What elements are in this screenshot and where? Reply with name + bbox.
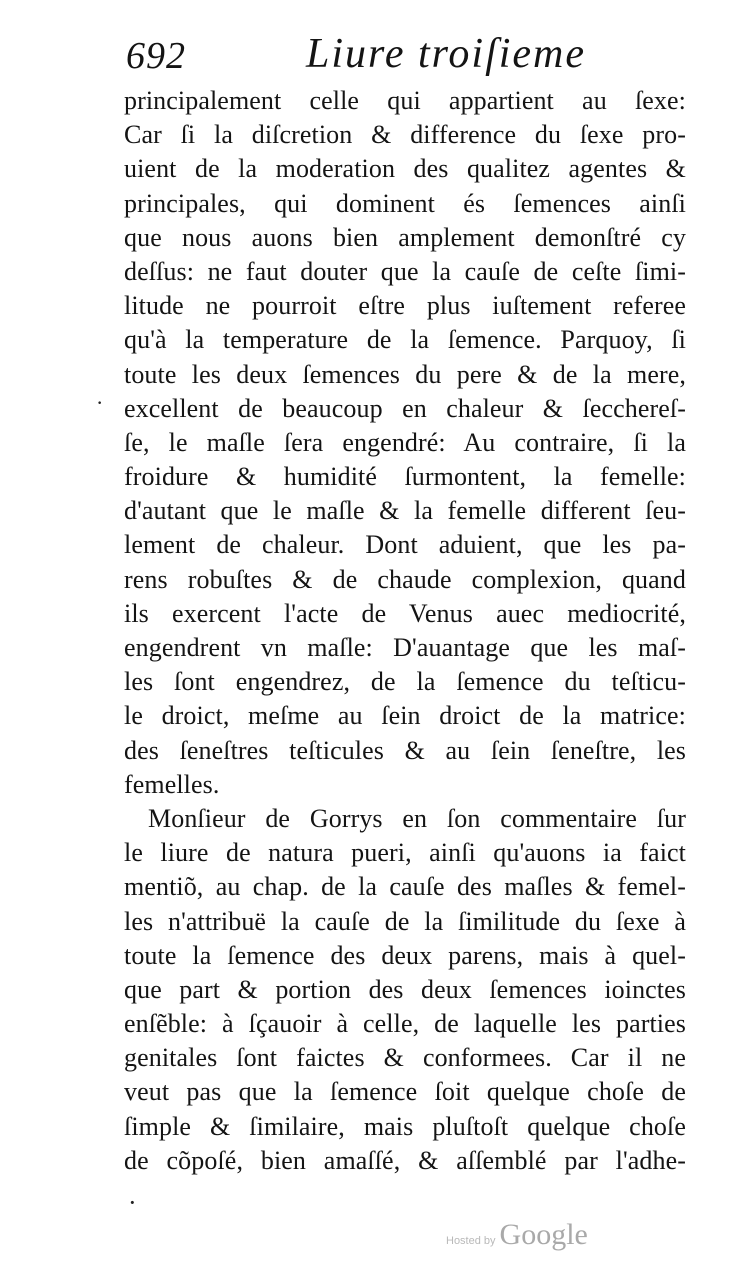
text-line: genitales ſont faictes & conformees. Car il ne bbox=[124, 1043, 686, 1073]
text-line: d'autant que le maſle & la femelle different ſeu- bbox=[124, 496, 686, 526]
text-line: des ſeneſtres teſticules & au ſein ſeneſtre, les bbox=[124, 735, 686, 765]
text-line: le liure de natura pueri, ainſi qu'auons ia faict bbox=[124, 838, 686, 868]
text-line: froidure & humidité ſurmontent, la femelle: bbox=[124, 462, 686, 492]
text-line: deſſus: ne faut douter que la cauſe de ceſte ſimi- bbox=[124, 256, 686, 286]
text-line: que part & portion des deux ſemences ioinctes bbox=[124, 974, 686, 1004]
text-line: que nous auons bien amplement demonſtré cy bbox=[124, 222, 686, 252]
bottom-dot-mark: · bbox=[128, 1188, 137, 1217]
text-line: excellent de beaucoup en chaleur & ſecchereſ- bbox=[124, 393, 686, 423]
google-watermark bbox=[446, 1218, 588, 1252]
text-line: principalement celle qui appartient au ſexe: bbox=[124, 86, 686, 115]
text-line: mentiõ, au chap. de la cauſe des maſles & femel- bbox=[124, 872, 686, 902]
text-line: ils exercent l'acte de Venus auec mediocrité, bbox=[124, 598, 686, 628]
text-line: rens robuſtes & de chaude complexion, quand bbox=[124, 564, 686, 594]
text-line: toute la ſemence des deux parens, mais à quel- bbox=[124, 940, 686, 970]
paragraph-last-line: femelles. bbox=[124, 769, 220, 799]
text-line: engendrent vn maſle: D'auantage que les maſ- bbox=[124, 633, 686, 662]
text-line: uient de la moderation des qualitez agentes & bbox=[124, 154, 686, 184]
text-line: principales, qui dominent és ſemences ainſi bbox=[124, 188, 686, 218]
page-header bbox=[126, 30, 686, 82]
google-logo: Google bbox=[499, 1218, 588, 1251]
text-line: ſe, le maſle ſera engendré: Au contraire, ſi la bbox=[124, 427, 686, 457]
body-text bbox=[124, 84, 686, 1178]
text-line: qu'à la temperature de la ſemence. Parquoy, ſi bbox=[124, 325, 686, 355]
text-line: ſimple & ſimilaire, mais pluſtoſt quelque choſe bbox=[124, 1111, 686, 1141]
text-line: Car ſi la diſcretion & difference du ſexe pro- bbox=[124, 120, 686, 150]
text-line: lement de chaleur. Dont aduient, que les pa- bbox=[124, 530, 686, 560]
text-line: le droict, meſme au ſein droict de la matrice: bbox=[124, 701, 686, 731]
watermark-prefix: Hosted by bbox=[446, 1235, 496, 1247]
text-line: de cõpoſé, bien amaſſé, & aſſemblé par l'adhe- bbox=[124, 1145, 686, 1175]
text-line: enſẽble: à ſçauoir à celle, de laquelle les parties bbox=[124, 1009, 686, 1039]
text-line: veut pas que la ſemence ſoit quelque choſe de bbox=[124, 1077, 686, 1107]
text-line: toute les deux ſemences du pere & de la mere, bbox=[124, 359, 686, 389]
text-line: les ſont engendrez, de la ſemence du teſticu- bbox=[124, 667, 686, 697]
running-title: Liure troiſieme bbox=[306, 31, 587, 77]
text-line: les n'attribuë la cauſe de la ſimilitude du ſexe à bbox=[124, 906, 686, 936]
margin-dot-mark: · bbox=[96, 390, 104, 415]
text-line: litude ne pourroit eſtre plus iuſtement referee bbox=[124, 291, 686, 321]
paragraph-first-line: Monſieur de Gorrys en ſon commentaire ſur bbox=[148, 803, 686, 833]
page-number: 692 bbox=[126, 35, 186, 77]
